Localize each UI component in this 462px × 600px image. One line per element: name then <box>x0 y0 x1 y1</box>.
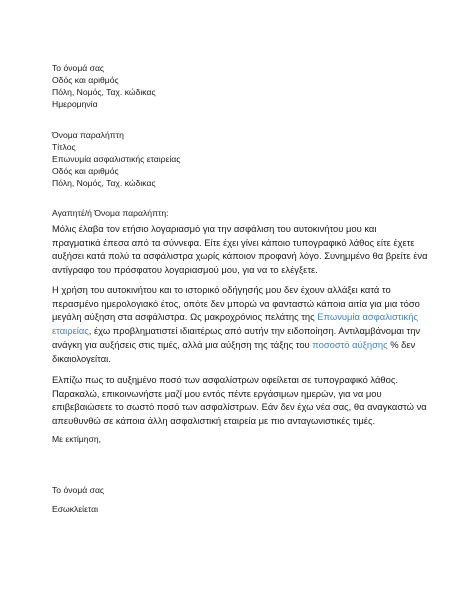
sender-name[interactable]: Το όνομά σας <box>52 63 105 73</box>
paragraph-3-line[interactable]: Παρακαλώ, επικοινωνήστε μαζί μου εντός πέντε εργάσιμων ημερών, για να μου <box>52 387 382 399</box>
paragraph-2-line[interactable]: δικαιολογείται. <box>52 352 111 364</box>
salutation-text[interactable]: Αγαπητέ/ή Όνομα παραλήπτη: <box>52 208 169 218</box>
paragraph-3 <box>52 373 427 428</box>
company-name-placeholder-cont[interactable]: εταιρείας <box>52 325 89 337</box>
increase-percentage-placeholder[interactable]: ποσοστό αύξησης <box>312 338 388 350</box>
paragraph-2-line[interactable]: περασμένο ημερολογιακό έτος, οπότε δεν μπορώ να φανταστώ κάποια αιτία για μια τόσο <box>52 297 420 309</box>
paragraph-1-line[interactable]: αντίγραφο του πρόσφατου λογαριασμού μου, για να το ελέγξετε. <box>52 264 318 276</box>
paragraph-3-line[interactable]: Ελπίζω πως το αυξημένο ποσό των ασφαλίστρων οφείλεται σε τυπογραφικό λάθος. <box>52 374 398 385</box>
salutation <box>52 207 422 219</box>
signature-name[interactable]: Το όνομά σας <box>52 485 105 495</box>
paragraph-2-text: μεγάλη αύξηση στα ασφάλιστρα. Ως μακροχρόνιος πελάτης της <box>52 311 318 323</box>
paragraph-2-line[interactable] <box>52 310 422 324</box>
enclosure-note <box>52 503 422 515</box>
paragraph-2 <box>52 283 422 365</box>
closing-text[interactable]: Με εκτίμηση, <box>52 434 102 444</box>
paragraph-3-line[interactable]: επιβεβαιώσετε το σωστό ποσό των ασφαλίστρων. Εάν δεν έχω νέα σας, θα αναγκαστώ να <box>52 401 427 413</box>
recipient-street[interactable]: Οδός και αριθμός <box>52 166 119 177</box>
recipient-company[interactable]: Επωνυμία ασφαλιστικής εταιρείας <box>52 154 181 165</box>
paragraph-1-line[interactable]: πραγματικά έπεσα από τα σύννεφα. Είτε έχει γίνει κάποιο τυπογραφικό λάθος είτε έχετε <box>52 236 415 248</box>
paragraph-2-text: % δεν <box>387 338 416 350</box>
paragraph-1-line[interactable]: Μόλις έλαβα τον ετήσιο λογαριασμό για την ασφάλιση του αυτοκινήτου μου και <box>52 223 377 234</box>
sender-city[interactable]: Πόλη, Νομός, Ταχ. κώδικας <box>52 87 156 98</box>
sender-street[interactable]: Οδός και αριθμός <box>52 75 119 86</box>
paragraph-2-text: , έχω προβληματιστεί ιδιαιτέρως από αυτήν την ειδοποίηση. Αντιλαμβάνομαι την <box>88 325 421 337</box>
recipient-address-block <box>52 129 422 189</box>
paragraph-1 <box>52 222 428 277</box>
recipient-city[interactable]: Πόλη, Νομός, Ταχ. κώδικας <box>52 178 156 189</box>
paragraph-2-line[interactable] <box>52 338 422 352</box>
closing <box>52 433 422 445</box>
signature-block <box>52 484 422 496</box>
recipient-name[interactable]: Όνομα παραλήπτη <box>52 130 124 140</box>
paragraph-3-line[interactable]: απευθυνθώ σε κάποια άλλη ασφαλιστική εταιρεία με πιο ανταγωνιστικές τιμές. <box>52 415 376 427</box>
enclosure-text[interactable]: Εσωκλείεται <box>52 504 99 514</box>
paragraph-2-line[interactable]: Η χρήση του αυτοκινήτου και το ιστορικό οδήγησής μου δεν έχουν αλλάξει κατά το <box>52 284 391 295</box>
paragraph-2-text: ανάγκη για αυξήσεις στις τιμές, αλλά μια αύξηση της τάξης του <box>52 338 313 350</box>
recipient-title[interactable]: Τίτλος <box>52 142 76 153</box>
company-name-placeholder[interactable]: Επωνυμία ασφαλιστικής <box>317 311 418 323</box>
sender-address-block <box>52 62 422 110</box>
paragraph-2-line[interactable] <box>52 324 422 338</box>
letter-date[interactable]: Ημερομηνία <box>52 99 98 110</box>
paragraph-1-line[interactable]: αυξήσει κατά πολύ τα ασφάλιστρα χωρίς κάποιον προφανή λόγο. Συνημμένο θα βρείτε ένα <box>52 250 428 262</box>
